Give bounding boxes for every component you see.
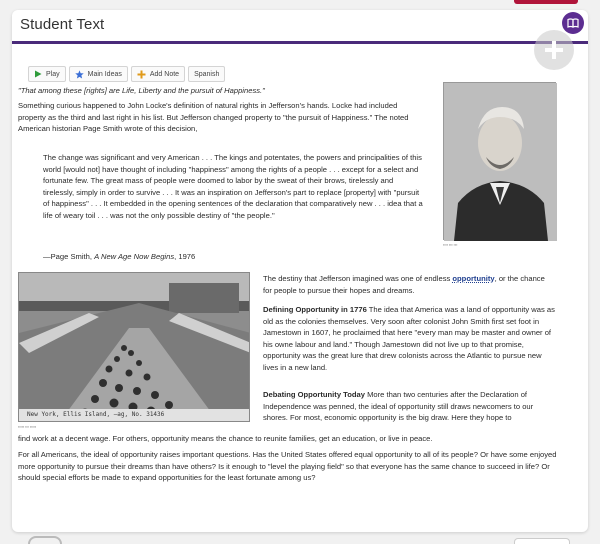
book-icon [567,18,579,28]
destiny-text-after: , or the chance for people to pursue their hopes and dreams. [263,274,545,295]
main-ideas-button[interactable] [69,66,128,82]
debating-opportunity-heading: Debating Opportunity Today [263,390,365,399]
spanish-button[interactable] [188,66,225,82]
add-note-label: Add Note [149,70,180,78]
bottom-control-fragment [28,536,62,544]
zoom-button[interactable] [534,30,574,70]
zoom-plus-icon [543,39,565,61]
citation-year: , 1976 [174,252,196,261]
ellis-island-photo [18,272,250,422]
defining-opportunity-heading: Defining Opportunity in 1776 [263,305,367,314]
closing-paragraph: For all Americans, the ideal of opportunity raises important questions. Has the United States offered equal opportunity to all of its people? Or have some enjoyed more opportunity to pursue their dreams than have others? Is it enough to "level the playing field" so that everyone has the same chance to succeed in life? Or should special efforts be made to expand opportunities for the least fortunate among us? [18,450,557,483]
destiny-paragraph [263,273,555,296]
add-note-button[interactable] [131,66,185,82]
portrait-credit: ▪▪▪▪ ▪▪▪ ▪▪▪ [443,243,458,247]
reading-toolbar [28,66,225,84]
intro-paragraph: Something curious happened to John Locke's definition of natural rights in Jefferson's hands. Locke had included property as the third and last right in his list. But Jefferson changed property to "the pursuit of Happiness." The noted American historian Page Smith wrote of this decision, [18,101,409,134]
star-icon [75,70,84,79]
block-quote: The change was significant and very American . . . The kings and potentates, the powers and principalities of this world [would not] have thought of including "happiness" among the rights of a people . . . except for a select and fortunate few. The great mass of people were doomed to labor by the sweat of their brows, tirelessly and tirelessly, simply in order to survive . . . It was an inspiration on Jefferson's part to replace [property] with "pursuit of happiness" . . . It embedded in the opening sentences of the declaration that comparatively new . . . idea that a life of weary toil . . . was not the only possible destiny of "the people." [43,153,423,220]
citation-title: A New Age Now Begins [94,252,175,261]
debating-opportunity-body: More than two centuries after the Declaration of Independence was penned, the ideal of opportunity still draws newcomers to our shores. For most, economic opportunity is the big draw. Here they hope to [263,390,534,423]
defining-opportunity-body: The idea that America was a land of opportunity was as old as the colonies themselves. Very soon after colonist John Smith first set foot in Jamestown in 1607, he proclaimed that here "every man may be master and owner of his owne labour and land." Though Jamestown did not live up to that promise, opportunity was the great lure that drew colonists across the Atlantic to pursue new lives in a new land. [263,305,555,372]
book-button[interactable] [562,12,584,34]
plus-icon [137,70,146,79]
main-ideas-label: Main Ideas [87,70,122,78]
play-button[interactable] [28,66,66,82]
destiny-text-before: The destiny that Jefferson imagined was one of endless [263,274,453,283]
quote-citation [43,251,423,263]
opening-quote: "That among these [rights] are Life, Liberty and the pursuit of Happiness." [18,86,265,95]
photo-credit: ▪▪▪▪▪ ▪▪▪ ▪▪▪▪▪ [18,425,37,429]
play-icon [34,70,42,78]
defining-opportunity-paragraph [263,304,555,374]
debating-opportunity-paragraph [263,389,555,424]
panel-header [12,10,588,44]
photo-inscription: New York, Ellis Island, —ag, No. 31436 [27,411,165,418]
citation-prefix: —Page Smith, [43,252,95,261]
debating-opportunity-continued: find work at a decent wage. For others, opportunity means the chance to reunite families, get an education, or live in peace. [18,434,433,443]
spanish-label: Spanish [194,70,220,78]
top-accent-bar [514,0,578,4]
opportunity-glossary-link[interactable]: opportunity [452,274,495,283]
bottom-tab-fragment [514,538,570,544]
page-title: Student Text [20,16,105,33]
play-label: Play [46,70,60,78]
jefferson-portrait-image [443,82,556,240]
